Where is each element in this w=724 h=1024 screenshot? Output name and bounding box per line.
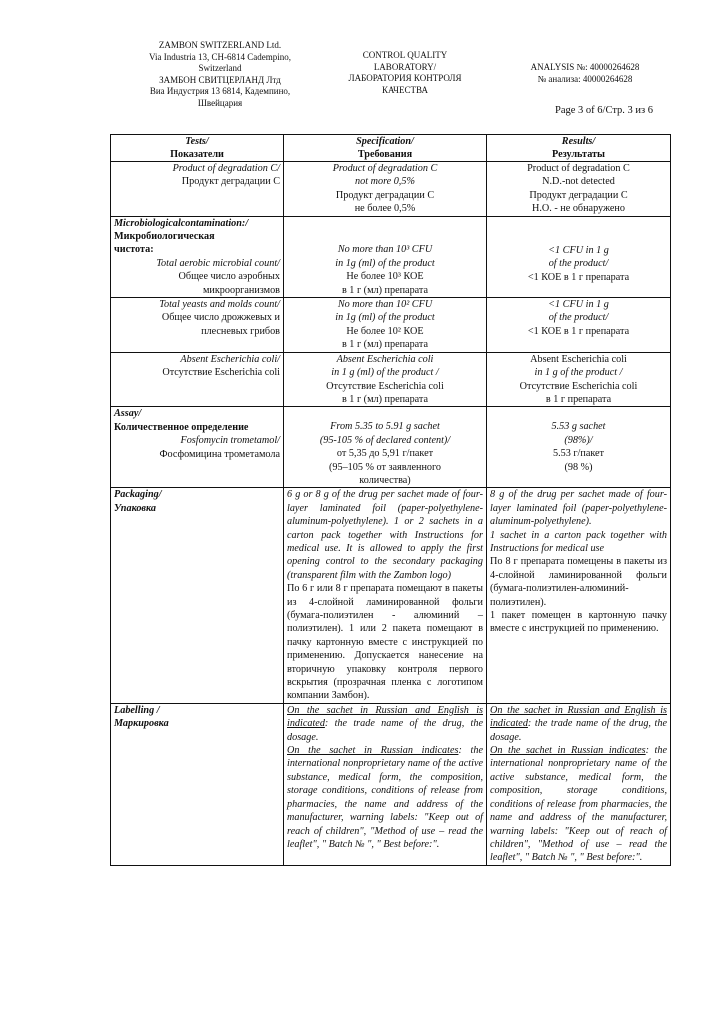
test-cell xyxy=(111,162,284,217)
packaging-spec-ru: По 6 г или 8 г препарата помещают в пакеты из 4-слойной ламинированной фольги (бумага-полиэтилен - алюминий – полиэтилен). 1 или 2 пакета помещают в пачку картонную вместе с инструкцией по применению. Допускается нанесение на вторичную упаковку контроля первого вскрытия (прозрачная пленка с логотипом компании Замбон). xyxy=(287,583,483,702)
text-line: Отсутствие Escherichia coli xyxy=(326,380,444,392)
text-line: Packaging/ xyxy=(114,489,162,501)
company-line: ЗАМБОН СВИТЦЕРЛАНД Лтд xyxy=(159,74,281,85)
analysis-line: № анализа: 40000264628 xyxy=(537,73,633,84)
text-line: Absent Escherichia coli/ xyxy=(180,353,280,365)
text-line: Microbiologicalcontamination:/ xyxy=(114,217,249,229)
table-header-row xyxy=(111,135,671,162)
text-line: в 1 г (мл) препарата xyxy=(341,393,429,405)
text-line: <1 CFU in 1 g xyxy=(548,299,609,311)
test-cell xyxy=(111,488,284,704)
text-line: (98 %) xyxy=(564,461,593,473)
text-line: Отсутствие Escherichia coli xyxy=(162,367,280,379)
text-line: 5.53 г/пакет xyxy=(552,448,605,460)
col-header-tests: Tests/ Показатели xyxy=(111,135,284,162)
text-line: Assay/ xyxy=(114,408,142,420)
text-line: Фосфомицина трометамола xyxy=(159,448,280,460)
result-cell xyxy=(487,162,671,217)
test-cell xyxy=(111,298,284,353)
table-row xyxy=(111,216,671,297)
text-line: in 1 g of the product / xyxy=(534,367,623,379)
text-line: плесневых грибов xyxy=(201,325,280,337)
text-line: (98%)/ xyxy=(564,434,593,446)
text-line: in 1g (ml) of the product xyxy=(335,312,435,324)
text-line: в 1 г (мл) препарата xyxy=(341,339,429,351)
text-line: not more 0,5% xyxy=(355,176,415,188)
test-cell xyxy=(111,216,284,297)
lab-line: CONTROL QUALITY xyxy=(362,50,448,60)
text-line: 5.53 g sachet xyxy=(551,421,606,433)
company-line: Швейцария xyxy=(197,97,243,108)
text-line: <1 КОЕ в 1 г препарата xyxy=(527,271,630,283)
company-line: ZAMBON SWITZERLAND Ltd. xyxy=(158,40,282,50)
text-line: количества) xyxy=(359,474,411,486)
text-line: Total yeasts and molds count/ xyxy=(159,299,280,311)
text-line: No more than 10³ CFU xyxy=(337,244,433,256)
text-line: Product of degradation C/ xyxy=(172,163,280,174)
table-row xyxy=(111,703,671,865)
text-line: от 5,35 до 5,91 г/пакет xyxy=(336,448,434,460)
text-line: No more than 10² CFU xyxy=(337,299,433,311)
text-line: N.D.-not detected xyxy=(542,176,615,188)
lab-line: LABORATORY/ xyxy=(373,61,437,72)
text-line: in 1 g (ml) of the product / xyxy=(331,367,439,379)
table-row xyxy=(111,162,671,217)
text-line: Product of degradation C xyxy=(332,163,438,174)
text-line: From 5.35 to 5.91 g sachet xyxy=(330,421,440,433)
text-line: Не более 10² КОЕ xyxy=(346,325,424,337)
text-line: микроорганизмов xyxy=(202,284,280,296)
labelling-p1: On the sachet in Russian and English is indicated: the trade name of the drug, the dosage. xyxy=(490,704,667,743)
text-line: Микробиологическая xyxy=(114,231,215,243)
test-cell xyxy=(111,703,284,865)
text-line: в 1 г (мл) препарата xyxy=(341,284,429,296)
company-line: Via Industria 13, CH-6814 Cadempino, xyxy=(149,51,291,62)
text-line: Общее число дрожжевых и xyxy=(161,312,280,324)
text-line: in 1g (ml) of the product xyxy=(335,257,435,269)
text-line: Labelling / xyxy=(114,704,160,716)
text-line: Fosfomycin trometamol/ xyxy=(180,435,280,447)
test-cell xyxy=(111,352,284,407)
result-cell xyxy=(487,703,671,865)
result-cell xyxy=(487,352,671,407)
result-cell xyxy=(487,407,671,488)
table-row xyxy=(111,352,671,407)
text-line: Product of degradation C xyxy=(527,163,630,174)
table-row xyxy=(111,488,671,704)
spec-cell xyxy=(284,162,487,217)
labelling-p1: On the sachet in Russian and English is indicated: the trade name of the drug, the dosage. xyxy=(287,704,483,743)
result-cell xyxy=(487,488,671,704)
text-line: Продукт деградации С xyxy=(335,189,435,201)
packaging-result-ru: По 8 г препарата помещены в пакеты из 4-слойной ламинированной фольги (бумага-полиэтилен-алюминий-полиэтилен). xyxy=(490,556,667,608)
text-line: Total aerobic microbial count/ xyxy=(156,257,280,269)
lab-line: ЛАБОРАТОРИЯ КОНТРОЛЯ xyxy=(348,73,462,83)
text-line: Общее число аэробных xyxy=(178,271,280,283)
text-line: в 1 г препарата xyxy=(545,393,612,405)
spec-cell xyxy=(284,488,487,704)
spec-cell xyxy=(284,216,487,297)
labelling-p2: On the sachet in Russian indicates: the international nonproprietary name of the active substance, medical form, the composition, storage conditions, conditions of release from pharmacies, the name and address of the manufacturer, warning labels: "Keep out of reach of children", "Method of use – read the leaflet", " Batch № ", " Best before:". xyxy=(287,745,483,850)
spec-cell xyxy=(284,703,487,865)
text-line: <1 КОЕ в 1 г препарата xyxy=(527,325,630,337)
page-number: Page 3 of 6/Стр. 3 из 6 xyxy=(555,105,654,116)
text-line: Количественное определение xyxy=(114,421,249,433)
text-line: Absent Escherichia coli xyxy=(336,353,434,365)
text-line: Упаковка xyxy=(114,502,156,514)
spec-cell xyxy=(284,298,487,353)
text-line: (95–105 % от заявленного xyxy=(328,461,442,473)
text-line: не более 0,5% xyxy=(354,203,416,215)
company-block xyxy=(130,40,310,109)
analysis-block xyxy=(510,62,660,85)
col-header-results: Results/ Результаты xyxy=(487,135,671,162)
labelling-p2: On the sachet in Russian indicates: the international nonproprietary name of the active substance, medical form, the composition, storage conditions, conditions of release from pharmacies, the name and address of the manufacturer, warning labels: "Keep out of reach of children", "Method of use – read the leaflet", " Batch № ", " Best before:". xyxy=(490,745,667,864)
text-line: <1 CFU in 1 g xyxy=(548,244,609,256)
result-cell xyxy=(487,216,671,297)
results-table xyxy=(110,134,671,866)
text-line: Absent Escherichia coli xyxy=(530,353,627,365)
company-line: Виа Индустрия 13 6814, Кадемпино, xyxy=(149,86,291,96)
text-line: Маркировка xyxy=(114,718,169,730)
lab-block xyxy=(330,50,480,96)
text-line: Н.О. - не обнаружено xyxy=(532,203,625,215)
packaging-result-en: 1 sachet in a carton pack together with Instructions for medical use xyxy=(490,529,667,554)
text-line: of the product/ xyxy=(548,258,609,270)
company-line: Switzerland xyxy=(198,63,242,73)
spec-cell xyxy=(284,407,487,488)
packaging-result-ru: 1 пакет помещен в картонную пачку вместе с инструкцией по применению. xyxy=(490,610,667,635)
text-line: (95-105 % of declared content)/ xyxy=(319,434,451,446)
text-line: Продукт деградации С xyxy=(181,176,280,188)
text-line: Продукт деградации С xyxy=(529,189,628,201)
analysis-line: ANALYSIS №: 40000264628 xyxy=(530,62,640,72)
text-line: Отсутствие Escherichia coli xyxy=(519,380,638,392)
text-line: чистота: xyxy=(114,244,154,256)
packaging-result-en: 8 g of the drug per sachet made of four-layer laminated foil (paper-polyethylene-aluminum-polyethylene). xyxy=(490,489,667,528)
table-row xyxy=(111,298,671,353)
spec-cell xyxy=(284,352,487,407)
text-line: of the product/ xyxy=(548,312,609,324)
lab-line: КАЧЕСТВА xyxy=(382,84,428,95)
result-cell xyxy=(487,298,671,353)
packaging-spec-en: 6 g or 8 g of the drug per sachet made of four-layer laminated foil (paper-polyethylene-aluminum-polyethylene). 1 or 2 sachets in a carton pack together with Instructions for medical use. It is allowed to apply the first opening control to the secondary packaging (transparent film with the Zambon logo) xyxy=(287,489,483,581)
test-cell xyxy=(111,407,284,488)
col-header-spec: Specification/ Требования xyxy=(284,135,487,162)
text-line: Не более 10³ КОЕ xyxy=(346,271,424,283)
table-row xyxy=(111,407,671,488)
